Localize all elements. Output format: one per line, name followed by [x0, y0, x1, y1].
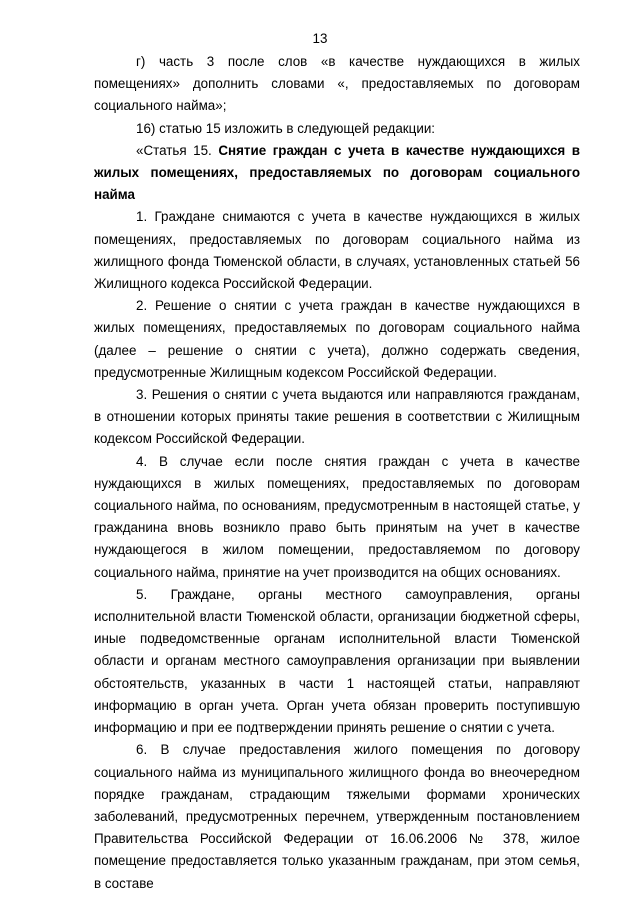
clause-3: 3. Решения о снятии с учета выдаются или направляются гражданам, в отношении которых приняты такие решения в соответствии с Жилищным кодексом Российской Федерации.	[94, 387, 580, 447]
paragraph-item-16: 16) статью 15 изложить в следующей редакции:	[136, 120, 436, 136]
article-heading	[94, 140, 580, 207]
article-title: Снятие граждан с учета в качестве нуждающихся в жилых помещениях, предоставляемых по договорам социального найма	[94, 142, 580, 203]
paragraph-amendment-g: г) часть 3 после слов «в качестве нуждающихся в жилых помещениях» дополнить словами «, предоставляемых по договорам социального найма»;	[94, 54, 580, 114]
article-prefix: «Статья 15.	[136, 142, 212, 158]
clause-1: 1. Граждане снимаются с учета в качестве нуждающихся в жилых помещениях, предоставляемых по договорам социального найма из жилищного фонда Тюменской области, в случаях, установленных статьей 56 Жилищного кодекса Российской Федерации.	[94, 209, 580, 292]
clause-6: 6. В случае предоставления жилого помещения по договору социального найма из муниципального жилищного фонда во внеочередном порядке гражданам, страдающим тяжелыми формами хронических заболеваний, предусмотренных перечнем, утвержденным постановлением Правительства Российской Федерации от 16.06.2006 № 378, жилое помещение предоставляется только указанным гражданам, при этом семья, в составе	[94, 742, 580, 891]
page-number: 13	[312, 31, 328, 46]
clause-5: 5. Граждане, органы местного самоуправления, органы исполнительной власти Тюменской области, организации бюджетной сферы, иные подведомственные органам исполнительной власти Тюменской области и органам местного самоуправления организации при выявлении обстоятельств, указанных в части 1 настоящей статьи, направляют информацию в орган учета. Орган учета обязан проверить поступившую информацию и при ее подтверждении принять решение о снятии с учета.	[94, 586, 580, 736]
document-body	[94, 51, 580, 895]
clause-2: 2. Решение о снятии с учета граждан в качестве нуждающихся в жилых помещениях, предоставляемых по договорам социального найма (далее – решение о снятии с учета), должно содержать сведения, предусмотренные Жилищным кодексом Российской Федерации.	[94, 298, 580, 380]
clause-4: 4. В случае если после снятия граждан с учета в качестве нуждающихся в жилых помещениях, предоставляемых по договорам социального найма, по основаниям, предусмотренным в настоящей статье, у гражданина вновь возникло право быть принятым на учет в качестве нуждающегося в жилом помещении, предоставляемом по договору социального найма, принятие на учет производится на общих основаниях.	[94, 453, 580, 580]
